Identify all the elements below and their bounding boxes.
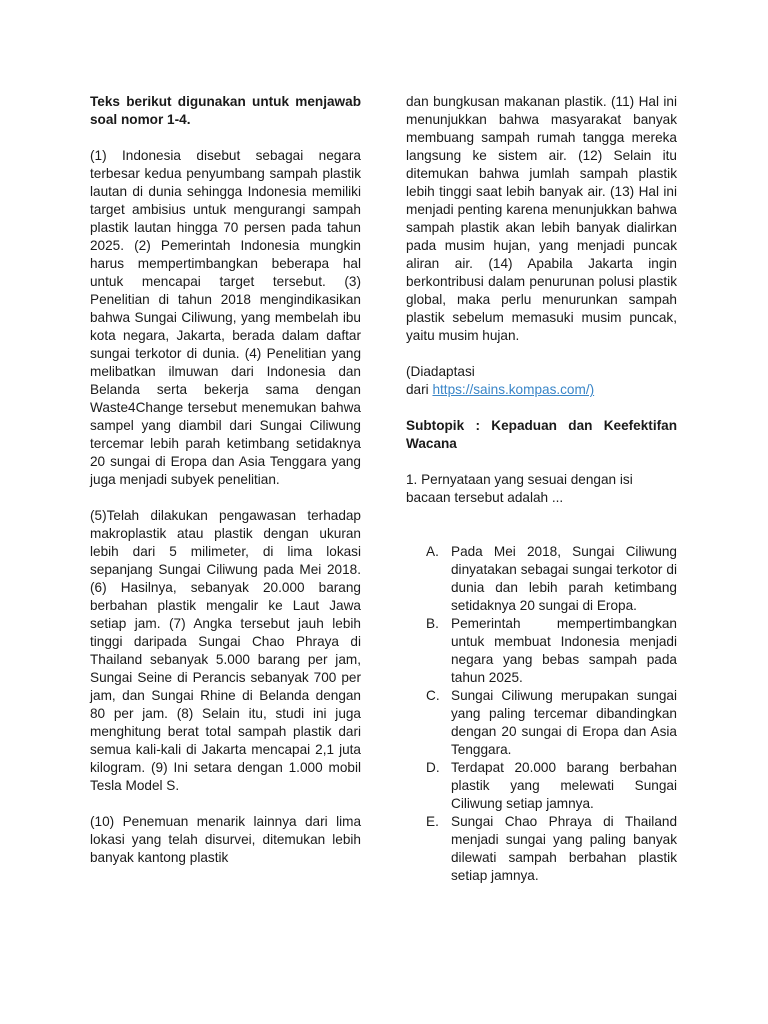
left-column [90,93,361,867]
right-column [406,93,677,885]
option-text: Terdapat 20.000 barang berbahan plastik yang melewati Sungai Ciliwung setiap jamnya. [451,760,677,811]
option-d [406,759,677,813]
option-text: Pada Mei 2018, Sungai Ciliwung dinyatakan sebagai sungai terkotor di dunia dan lebih parah ketimbang setidaknya 20 sungai di Eropa. [451,544,677,613]
option-letter: C. [426,688,440,703]
option-letter: D. [426,760,440,775]
option-text: Sungai Ciliwung merupakan sungai yang paling tercemar dibandingkan dengan 20 sungai di Eropa dan Asia Tenggara. [451,688,677,757]
source-citation [406,363,677,399]
option-c [406,687,677,759]
answer-options [406,543,677,885]
paragraph-3-end: dan bungkusan makanan plastik. (11) Hal ini menunjukkan bahwa masyarakat banyak membuang sampah rumah tangga mereka langsung ke sistem air. (12) Selain itu ditemukan bahwa jumlah sampah plastik lebih tinggi saat lebih banyak air. (13) Hal ini menjadi penting karena menunjukkan bahwa sampah plastik akan lebih banyak dialirkan pada musim hujan, yang menjadi puncak aliran air. (14) Apabila Jakarta ingin berkontribusi dalam penurunan polusi plastik global, maka perlu menurunkan sampah plastik sebelum memasuki musim puncak, yaitu musim hujan. [406,94,677,343]
option-b [406,615,677,687]
option-letter: E. [426,814,439,829]
paragraph-2: (5)Telah dilakukan pengawasan terhadap makroplastik atau plastik dengan ukuran lebih dari 5 milimeter, di lima lokasi sepanjang Sungai Ciliwung pada Mei 2018. (6) Hasilnya, sebanyak 20.000 barang berbahan plastik mengalir ke Laut Jawa setiap jam. (7) Angka tersebut jauh lebih tinggi daripada Sungai Chao Phraya di Thailand sebanyak 5.000 barang per jam, Sungai Seine di Perancis sebanyak 700 per jam, dan Sungai Rhine di Belanda dengan 80 per jam. (8) Selain itu, studi ini juga menghitung berat total sampah plastik dari semua kali-kali di Jakarta mencapai 2,1 juta kilogram. (9) Ini setara dengan 1.000 mobil Tesla Model S. [90,508,361,793]
option-text: Pemerintah mempertimbangkan untuk membuat Indonesia menjadi negara yang bebas sampah pada tahun 2025. [451,616,677,685]
option-a [406,543,677,615]
paragraph-1: (1) Indonesia disebut sebagai negara terbesar kedua penyumbang sampah plastik lautan di dunia sehingga Indonesia memiliki target ambisius untuk mengurangi sampah plastik lautan hingga 70 persen pada tahun 2025. (2) Pemerintah Indonesia mungkin harus mempertimbangkan beberapa hal untuk mencapai target tersebut. (3) Penelitian di tahun 2018 mengindikasikan bahwa Sungai Ciliwung, yang membelah ibu kota negara, Jakarta, berada dalam daftar sungai terkotor di dunia. (4) Penelitian yang melibatkan ilmuwan dari Indonesia dan Belanda serta bekerja sama dengan Waste4Change tersebut menemukan bahwa sampel yang diambil dari Sungai Ciliwung tercemar lebih parah ketimbang setidaknya 20 sungai di Eropa dan Asia Tenggara yang juga menjadi subyek penelitian. [90,148,361,487]
subtopic-heading: Subtopik : Kepaduan dan Keefektifan Wacana [406,418,677,451]
option-e [406,813,677,885]
paragraph-3-start: (10) Penemuan menarik lainnya dari lima lokasi yang telah disurvei, ditemukan lebih banyak kantong plastik [90,814,361,865]
option-text: Sungai Chao Phraya di Thailand menjadi sungai yang paling banyak dilewati sampah berbahan plastik setiap jamnya. [451,814,677,883]
intro-heading: Teks berikut digunakan untuk menjawab soal nomor 1-4. [90,94,361,127]
question-text: 1. Pernyataan yang sesuai dengan isi bacaan tersebut adalah ... [406,472,633,505]
option-letter: A. [426,544,439,559]
option-letter: B. [426,616,439,631]
source-line-1: (Diadaptasi [406,364,475,379]
source-link[interactable]: https://sains.kompas.com/) [432,382,595,397]
source-prefix: dari [406,382,433,397]
